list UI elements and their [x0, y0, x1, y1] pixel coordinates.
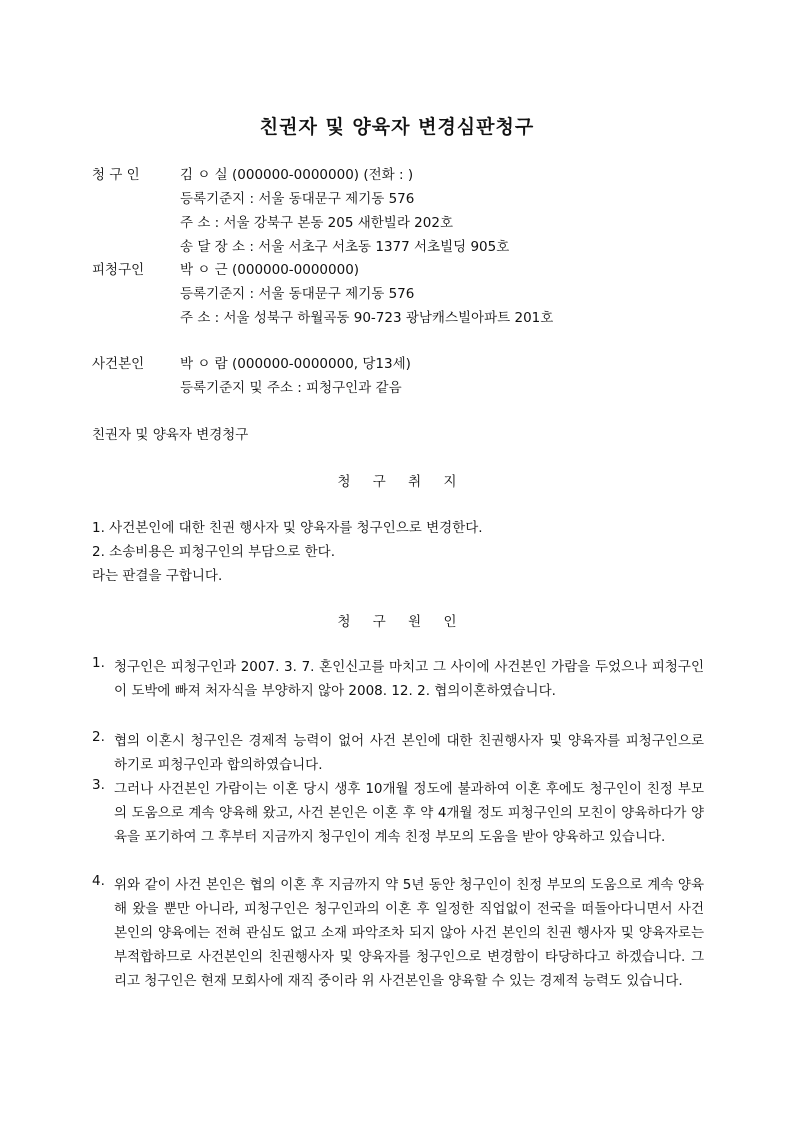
purpose-heading: 청 구 취 지 — [337, 474, 457, 490]
respondent-registration: 등록기준지 : 서울 동대문구 제기동 576 — [180, 286, 415, 302]
claimant-block — [0, 164, 794, 186]
cause-item — [92, 655, 704, 703]
purpose-closing: 라는 판결을 구합니다. — [92, 568, 223, 584]
principal-block — [0, 353, 794, 375]
cause-item-text: 위와 같이 사건 본인은 협의 이혼 후 지금까지 약 5년 동안 청구인이 친정 부모의 도움으로 계속 양육해 왔을 뿐만 아니라, 피청구인은 청구인과의 이혼 후 일정한 직업없이 전국을 떠돌아다니면서 사건 본인의 양육에는 전혀 관심도 없고 소재 파악조차 되지 않아 사건 본인의 친권 행사자 및 양육자로는 부적합하므로 사건본인의 친권행사자 및 양육자를 청구인으로 변경함이 타당하다고 하겠습니다. 그리고 청구인은 현재 모회사에 재직 중이라 위 사건본인을 양육할 수 있는 경제적 능력도 있습니다. — [114, 877, 704, 989]
claimant-service-address: 송 달 장 소 : 서울 서초구 서초동 1377 서초빌딩 905호 — [180, 239, 510, 255]
principal-label: 사건본인 — [92, 356, 145, 372]
respondent-address: 주 소 : 서울 성북구 하월곡동 90-723 광남캐스빌아파트 201호 — [180, 310, 554, 326]
cause-heading: 청 구 원 인 — [337, 614, 457, 630]
claimant-registration: 등록기준지 : 서울 동대문구 제기동 576 — [180, 191, 415, 207]
respondent-name: 박 ㅇ 근 (000000-0000000) — [180, 262, 360, 278]
cause-item-number: 4. — [92, 873, 105, 889]
cause-item-text: 협의 이혼시 청구인은 경제적 능력이 없어 사건 본인에 대한 친권행사자 및 양육자를 피청구인으로 하기로 피청구인과 합의하였습니다. — [114, 733, 704, 773]
cause-item-number: 3. — [92, 777, 105, 793]
claimant-label: 청 구 인 — [92, 167, 140, 183]
respondent-block — [0, 259, 794, 281]
purpose-item: 1. 사건본인에 대한 친권 행사자 및 양육자를 청구인으로 변경한다. — [92, 520, 483, 536]
respondent-label: 피청구인 — [92, 262, 145, 278]
cause-item-text: 그러나 사건본인 가람이는 이혼 당시 생후 10개월 정도에 불과하여 이혼 후에도 청구인이 친정 부모의 도움으로 계속 양육해 왔고, 사건 본인은 이혼 후 약 4개월 정도 피청구인의 모친이 양육하다가 양육을 포기하여 그 후부터 지금까지 청구인이 계속 친정 부모의 도움을 받아 양육하고 있습니다. — [114, 781, 704, 845]
document-title: 친권자 및 양육자 변경심판청구 — [259, 116, 535, 138]
cause-item — [92, 873, 704, 993]
purpose-item: 2. 소송비용은 피청구인의 부담으로 한다. — [92, 544, 335, 560]
claimant-name: 김 ㅇ 실 (000000-0000000) (전화 : ) — [180, 167, 414, 183]
cause-item-number: 1. — [92, 655, 105, 671]
principal-name: 박 ㅇ 람 (000000-0000000, 당13세) — [180, 356, 411, 372]
cause-item — [92, 777, 704, 849]
case-name: 친권자 및 양육자 변경청구 — [92, 427, 249, 443]
cause-item-text: 청구인은 피청구인과 2007. 3. 7. 혼인신고를 마치고 그 사이에 사건본인 가람을 두었으나 피청구인이 도박에 빠져 처자식을 부양하지 않아 2008. 12. 2. 협의이혼하였습니다. — [114, 659, 704, 699]
claimant-address: 주 소 : 서울 강북구 본동 205 새한빌라 202호 — [180, 215, 453, 231]
cause-item — [92, 729, 704, 777]
cause-item-number: 2. — [92, 729, 105, 745]
principal-registration: 등록기준지 및 주소 : 피청구인과 같음 — [180, 380, 402, 396]
